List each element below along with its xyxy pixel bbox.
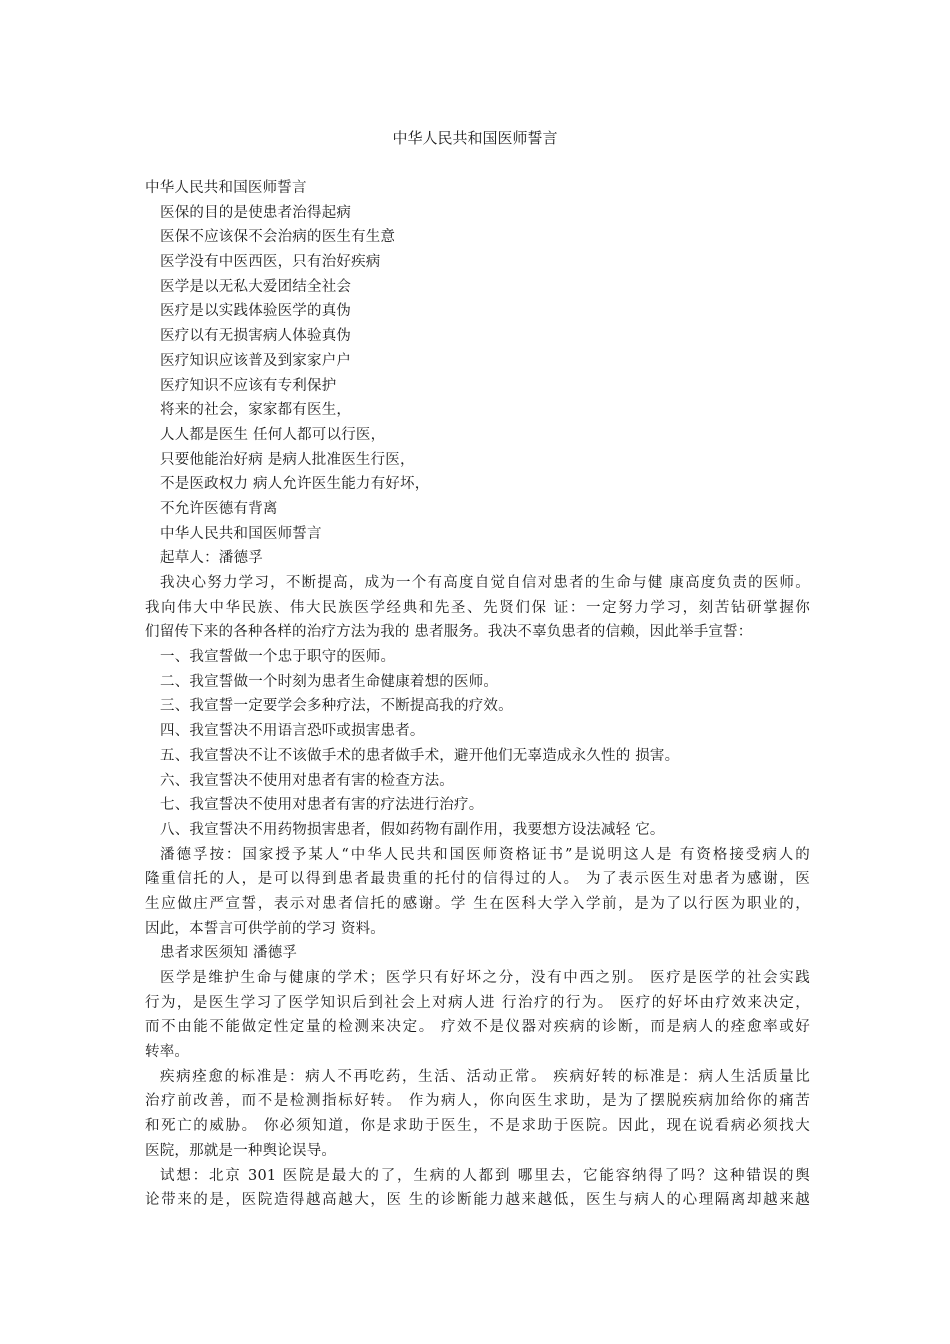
text-line: 八、我宣誓决不用药物损害患者，假如药物有副作用，我要想方设法减轻 它。 [160,821,665,838]
document-body [145,176,810,1213]
text-line: 医保的目的是使患者治得起病 [160,204,352,221]
text-line: 医疗以有无损害病人体验真伪 [160,328,352,345]
text-line: 论带来的是，医院造得越高越大，医 生的诊断能力越来越低，医生与病人的心理隔离却越来越 [145,1192,810,1209]
text-line: 医疗知识应该普及到家家户户 [160,352,352,369]
text-line: 我决心努力学习，不断提高，成为一个有高度自觉自信对患者的生命与健 康高度负责的医师。 [160,575,810,591]
text-line: 医学是维护生命与健康的学术；医学只有好坏之分，没有中西之别。 医疗是医学的社会实践 [160,970,810,986]
text-line: 医疗是以实践体验医学的真伪 [160,303,352,320]
text-line: 生应做庄严宣誓，表示对患者信托的感谢。学 生在医科大学入学前，是为了以行医为职业的， [145,895,810,912]
text-line: 五、我宣誓决不让不该做手术的患者做手术，避开他们无辜造成永久性的 损害。 [160,747,680,764]
text-line: 起草人：潘德孚 [160,550,263,567]
text-line: 疾病痊愈的标准是：病人不再吃药，生活、活动正常。 疾病好转的标准是：病人生活质量比 [160,1068,810,1085]
text-line: 不允许医德有背离 [160,500,278,517]
text-line: 二、我宣誓做一个时刻为患者生命健康着想的医师。 [160,673,499,690]
text-line: 医学是以无私大爱团结全社会 [160,278,352,295]
text-line: 们留传下来的各种各样的治疗方法为我的 患者服务。我决不辜负患者的信赖，因此举手宣誓： [145,624,753,641]
text-line: 三、我宣誓一定要学会多种疗法，不断提高我的疗效。 [160,698,513,715]
text-line: 因此，本誓言可供学前的学习 资料。 [145,920,386,937]
text-line: 医疗知识不应该有专利保护 [160,377,337,394]
text-line: 而不由能不能做定性定量的检测来决定。 疗效不是仪器对疾病的诊断，而是病人的痊愈率或好 [145,1019,810,1036]
text-line: 和死亡的威胁。 你必须知道，你是求助于医生，不是求助于医院。因此，现在说看病必须找大 [145,1118,810,1135]
text-line: 潘德孚按：国家授予某人“中华人民共和国医师资格证书”是说明这人是 有资格接受病人的 [160,846,810,863]
text-line: 医保不应该保不会治病的医生有生意 [160,229,396,246]
text-line: 中华人民共和国医师誓言 [160,525,322,542]
text-line: 将来的社会，家家都有医生， [160,402,352,419]
text-line: 我向伟大中华民族、伟大民族医学经典和先圣、先贤们保 证：一定努力学习，刻苦钻研掌握你 [145,599,810,616]
page-title: 中华人民共和国医师誓言 [392,129,558,147]
text-line: 治疗前改善，而不是检测指标好转。 作为病人，你向医生求助，是为了摆脱疾病加给你的痛苦 [145,1093,810,1110]
text-line: 中华人民共和国医师誓言 [145,180,307,196]
text-line: 一、我宣誓做一个忠于职守的医师。 [160,649,396,666]
text-line: 行为，是医生学习了医学知识后到社会上对病人进 行治疗的行为。 医疗的好坏由疗效来决定， [145,994,810,1011]
text-line: 不是医政权力 病人允许医生能力有好坏， [160,476,430,493]
text-line: 隆重信托的人，是可以得到患者最贵重的托付的信得过的人。 为了表示医生对患者为感谢，医 [145,871,810,888]
text-line: 医院，那就是一种舆论误导。 [145,1142,337,1159]
text-line: 转率。 [145,1044,190,1061]
text-line: 医学没有中医西医，只有治好疾病 [160,254,381,271]
text-line: 患者求医须知 潘德孚 [160,945,298,962]
text-line: 七、我宣誓决不使用对患者有害的疗法进行治疗。 [160,797,484,814]
text-line: 四、我宣誓决不用语言恐吓或损害患者。 [160,723,425,740]
text-line: 试想：北京 301 医院是最大的了，生病的人都到 哪里去，它能容纳得了吗？这种错误的舆 [160,1167,810,1184]
text-line: 人人都是医生 任何人都可以行医， [160,426,386,443]
text-line: 六、我宣誓决不使用对患者有害的检查方法。 [160,772,454,789]
text-line: 只要他能治好病 是病人批准医生行医， [160,451,415,468]
